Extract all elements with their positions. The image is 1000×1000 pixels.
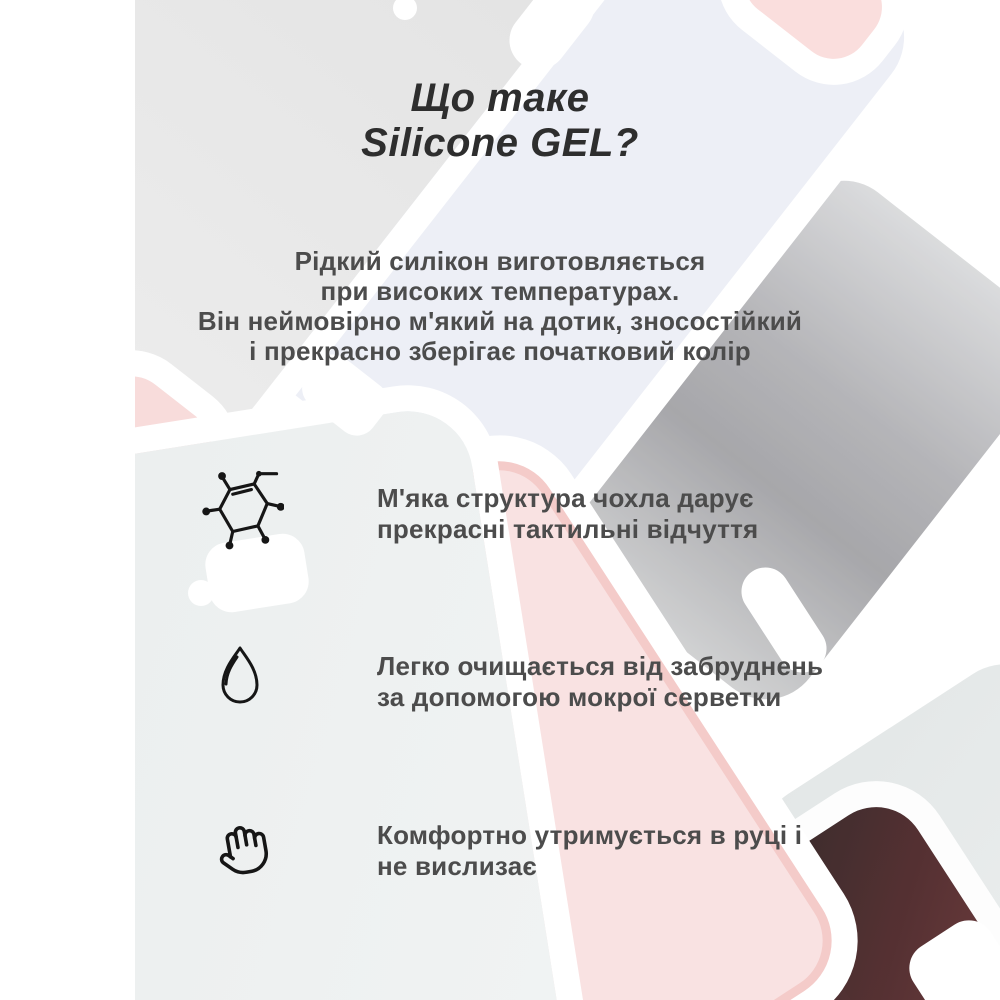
feature-text-comfortable-grip: Комфортно утримується в руці і не вислизає — [377, 820, 803, 881]
title-line-1: Що таке — [410, 76, 590, 120]
intro-line: Він неймовірно м'який на дотик, зносостійкий — [197, 306, 803, 336]
molecule-icon — [202, 464, 284, 558]
feature-text-easy-cleaning: Легко очищається від забруднень за допомогою мокрої серветки — [377, 651, 824, 712]
water-drop-icon — [215, 644, 265, 714]
intro-line: і прекрасно зберігає початковий колір — [249, 336, 751, 366]
title-line-2: Silicone GEL? — [361, 121, 639, 165]
page-title — [0, 76, 1000, 166]
intro-line: Рідкий силікон виготовляється — [294, 246, 706, 276]
feature-text-soft-structure: М'яка структура чохла дарує прекрасні тактильні відчуття — [377, 483, 759, 544]
intro-paragraph — [0, 246, 1000, 366]
hand-icon — [211, 812, 276, 888]
intro-line: при високих температурах. — [320, 276, 680, 306]
